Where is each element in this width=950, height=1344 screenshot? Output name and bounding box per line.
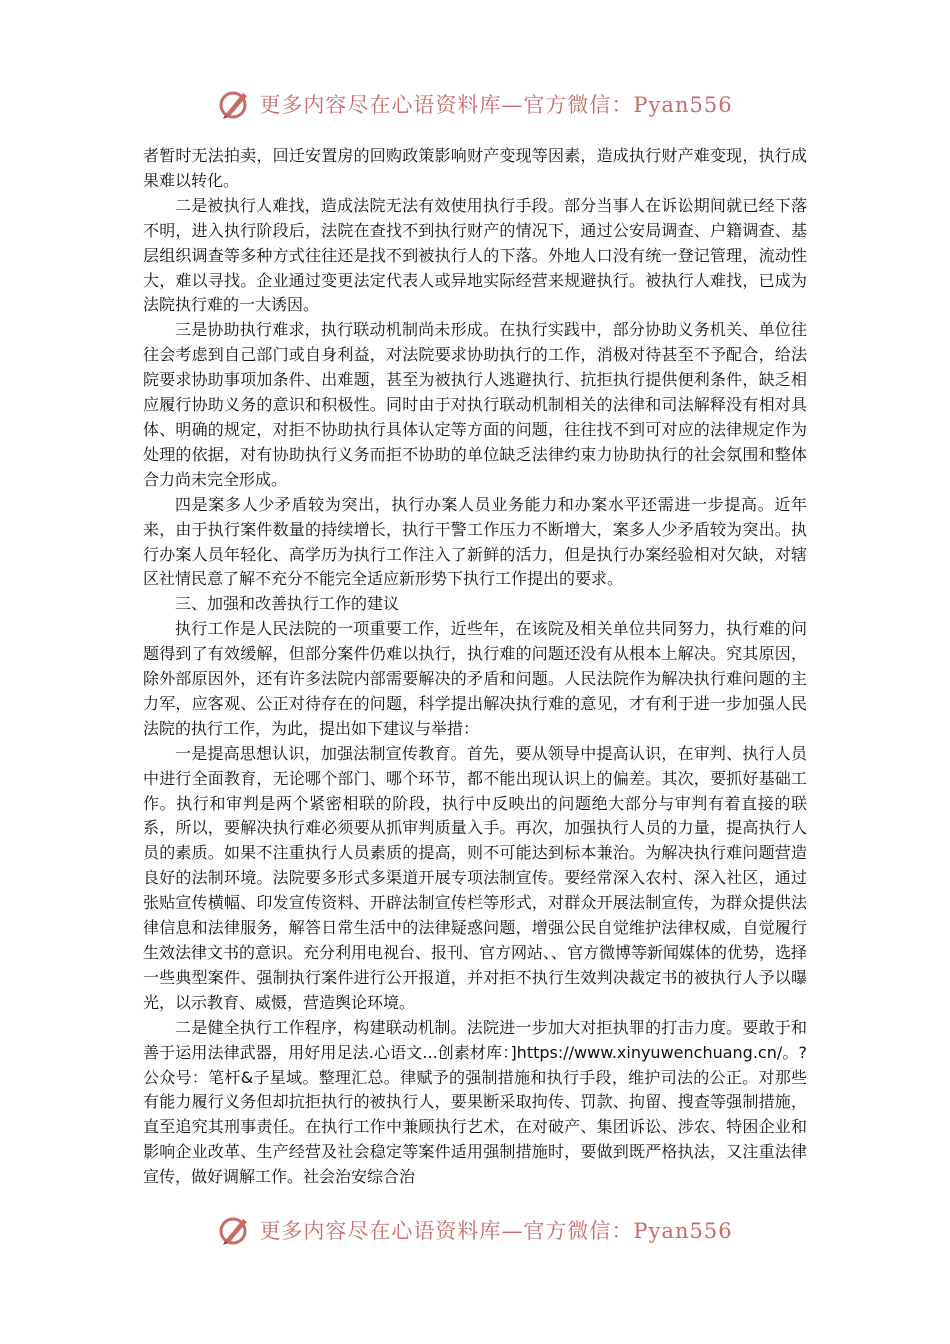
pen-logo-icon xyxy=(217,1213,251,1247)
header-watermark-text: 更多内容尽在心语资料库—官方微信：Pyan556 xyxy=(259,93,733,117)
header-watermark-banner xyxy=(0,84,950,124)
footer-watermark-banner xyxy=(0,1210,950,1250)
footer-watermark-text: 更多内容尽在心语资料库—官方微信：Pyan556 xyxy=(259,1219,733,1243)
document-body xyxy=(143,144,807,1190)
paragraph-point-three: 三是协助执行难求，执行联动机制尚未形成。在执行实践中，部分协助义务机关、单位往往会考虑到自己部门或自身利益，对法院要求协助执行的工作，消极对待甚至不予配合，给法院要求协助事项加条件、出难题，甚至为被执行人逃避执行、抗拒执行提供便利条件，缺乏相应履行协助义务的意识和积极性。同时由于对执行联动机制相关的法律和司法解释没有相对具体、明确的规定，对拒不协助执行具体认定等方面的问题，往往找不到可对应的法律规定作为处理的依据，对有协助执行义务而拒不协助的单位缺乏法律约束力协助执行的社会氛围和整体合力尚未完全形成。 xyxy=(143,320,807,489)
paragraph-point-four: 四是案多人少矛盾较为突出，执行办案人员业务能力和办案水平还需进一步提高。近年来，由于执行案件数量的持续增长，执行干警工作压力不断增大，案多人少矛盾较为突出。执行办案人员年轻化、高学历为执行工作注入了新鲜的活力，但是执行办案经验相对欠缺，对辖区社情民意了解不充分不能完全适应新形势下执行工作提出的要求。 xyxy=(143,494,807,589)
pen-logo-icon xyxy=(217,87,251,121)
paragraph-suggestion-one: 一是提高思想认识，加强法制宣传教育。首先，要从领导中提高认识，在审判、执行人员中进行全面教育，无论哪个部门、哪个环节，都不能出现认识上的偏差。其次，要抓好基础工作。执行和审判是两个紧密相联的阶段，执行中反映出的问题绝大部分与审判有着直接的联系，所以，要解决执行难必须要从抓审判质量入手。再次，加强执行人员的力量，提高执行人员的素质。如果不注重执行人员素质的提高，则不可能达到标本兼治。为解决执行难问题营造良好的法制环境。法院要多形式多渠道开展专项法制宣传。要经常深入农村、深入社区，通过张贴宣传横幅、印发宣传资料、开辟法制宣传栏等形式，对群众开展法制宣传，为群众提供法律信息和法律服务，解答日常生活中的法律疑惑问题，增强公民自觉维护法律权威，自觉履行生效法律文书的意识。充分利用电视台、报刊、官方网站、、官方微博等新闻媒体的优势，选择一些典型案件、强制执行案件进行公开报道，并对拒不执行生效判决裁定书的被执行人予以曝光，以示教育、威慑，营造舆论环境。 xyxy=(143,743,808,1012)
paragraph-suggestions-intro: 执行工作是人民法院的一项重要工作，近些年，在该院及相关单位共同努力，执行难的问题得到了有效缓解，但部分案件仍难以执行，执行难的问题还没有从根本上解决。究其原因，除外部原因外，还有许多法院内部需要解决的矛盾和问题。人民法院作为解决执行难问题的主力军，应客观、公正对待存在的问题，科学提出解决执行难的意见，才有利于进一步加强人民法院的执行工作，为此，提出如下建议与举措： xyxy=(143,619,807,738)
paragraph-continuation: 者暂时无法拍卖，回迁安置房的回购政策影响财产变现等因素，造成执行财产难变现，执行成果难以转化。 xyxy=(143,146,807,190)
paragraph-point-two: 二是被执行人难找，造成法院无法有效使用执行手段。部分当事人在诉讼期间就已经下落不明，进入执行阶段后，法院在查找不到执行财产的情况下，通过公安局调查、户籍调查、基层组织调查等多种方式往往还是找不到被执行人的下落。外地人口没有统一登记管理，流动性大，难以寻找。企业通过变更法定代表人或异地实际经营来规避执行。被执行人难找，已成为法院执行难的一大诱因。 xyxy=(143,195,807,315)
paragraph-suggestion-two: 二是健全执行工作程序，构建联动机制。法院进一步加大对拒执罪的打击力度。要敢于和善于运用法律武器，用好用足法.心语文...创素材库：]https://www.xinyuwenchuang.cn/。?公众号：笔杆&子星域。整理汇总。律赋予的强制措施和执行手段，维护司法的公正。对那些有能力履行义务但却抗拒执行的被执行人，要果断采取拘传、罚款、拘留、搜查等强制措施，直至追究其刑事责任。在执行工作中兼顾执行艺术，在对破产、集团诉讼、涉农、特困企业和影响企业改革、生产经营及社会稳定等案件适用强制措施时，要做到既严格执法，又注重法律宣传，做好调解工作。社会治安综合治 xyxy=(143,1017,807,1187)
section-heading-suggestions: 三、加强和改善执行工作的建议 xyxy=(175,594,400,614)
